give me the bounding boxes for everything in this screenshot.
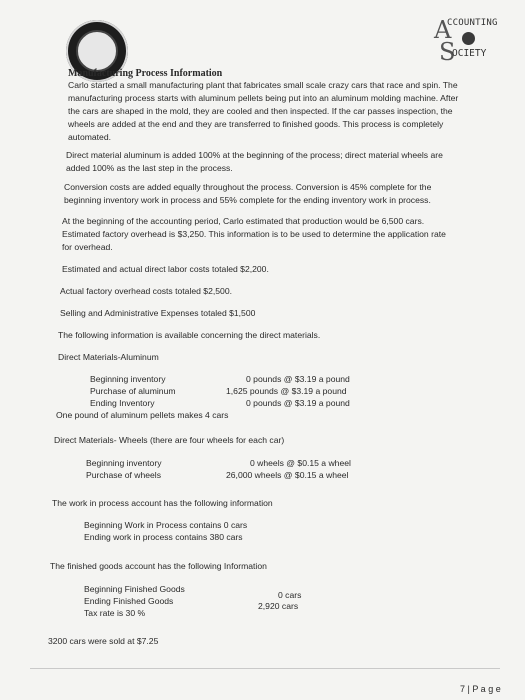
wheels-row-label: Purchase of wheels	[86, 470, 161, 480]
wip-heading: The work in process account has the following information	[52, 498, 273, 508]
fg-row-value: 2,920 cars	[258, 601, 299, 611]
page-title: Manufacturing Process Information	[68, 68, 223, 79]
aluminum-row-label: Ending Inventory	[90, 398, 155, 408]
fg-row-value: 0 cars	[278, 590, 302, 600]
wheels-heading: Direct Materials- Wheels (there are four wheels for each car)	[54, 435, 285, 445]
intro-line: the cars are shaped in the mold, they are cooled and then inspected. If the car passes inspection, the	[68, 106, 453, 116]
logo-letter-s: S	[439, 38, 456, 66]
logo-text-bottom: OCIETY	[452, 48, 487, 59]
aluminum-row-value: 0 pounds @ $3.19 a pound	[246, 398, 350, 408]
direct-material-line: added 100% as the last step in the process.	[66, 163, 233, 173]
page-number: 7 | P a g e	[460, 684, 501, 694]
estimate-line: for overhead.	[62, 242, 113, 252]
aluminum-row-value: 0 pounds @ $3.19 a pound	[246, 374, 350, 384]
wip-row: Beginning Work in Process contains 0 cars	[84, 520, 248, 530]
fg-row-label: Beginning Finished Goods	[84, 584, 185, 594]
estimate-line: Estimated factory overhead is $3,250. This information is to be used to determine the application rate	[62, 229, 446, 239]
intro-line: wheels are added at the end and they are transferred to finished goods. This process is completely	[68, 119, 444, 129]
estimate-line: At the beginning of the accounting period, Carlo estimated that production would be 6,500 cars.	[62, 216, 425, 226]
sga-expenses-line: Selling and Administrative Expenses totaled $1,500	[60, 308, 256, 318]
conversion-line: beginning inventory work in process and 55% complete for the ending inventory work in process.	[64, 195, 431, 205]
fg-heading: The finished goods account has the following Information	[50, 561, 267, 571]
dm-intro-line: The following information is available concerning the direct materials.	[58, 330, 321, 340]
overhead-cost-line: Actual factory overhead costs totaled $2,500.	[60, 286, 232, 296]
direct-material-line: Direct material aluminum is added 100% at the beginning of the process; direct material wheels are	[66, 150, 443, 160]
sold-line: 3200 cars were sold at $7.25	[48, 636, 159, 646]
wheels-row-value: 0 wheels @ $0.15 a wheel	[250, 458, 351, 468]
aluminum-row-label: Purchase of aluminum	[90, 386, 176, 396]
aluminum-note: One pound of aluminum pellets makes 4 cars	[56, 410, 229, 420]
logo-text-top: CCOUNTING	[447, 18, 498, 28]
fg-row-label: Ending Finished Goods	[84, 596, 174, 606]
seal-center	[76, 30, 118, 72]
intro-line: automated.	[68, 132, 111, 142]
globe-icon	[462, 32, 475, 45]
wheels-row-label: Beginning inventory	[86, 458, 162, 468]
aluminum-row-label: Beginning inventory	[90, 374, 166, 384]
intro-line: Carlo started a small manufacturing plant that fabricates small scale crazy cars that race and spin. The	[68, 80, 458, 90]
aluminum-row-value: 1,625 pounds @ $3.19 a pound	[226, 386, 347, 396]
fg-row-label: Tax rate is 30 %	[84, 608, 146, 618]
intro-line: manufacturing process starts with aluminum pellets being put into an aluminum molding machine. After	[68, 93, 459, 103]
wip-row: Ending work in process contains 380 cars	[84, 532, 243, 542]
conversion-line: Conversion costs are added equally throughout the process. Conversion is 45% complete for the	[64, 182, 432, 192]
wheels-row-value: 26,000 wheels @ $0.15 a wheel	[226, 470, 349, 480]
labor-cost-line: Estimated and actual direct labor costs totaled $2,200.	[62, 264, 269, 274]
logo-letter-a: A	[434, 16, 452, 44]
accounting-society-logo	[432, 18, 502, 64]
aluminum-heading: Direct Materials-Aluminum	[58, 352, 159, 362]
footer-divider	[30, 668, 500, 669]
